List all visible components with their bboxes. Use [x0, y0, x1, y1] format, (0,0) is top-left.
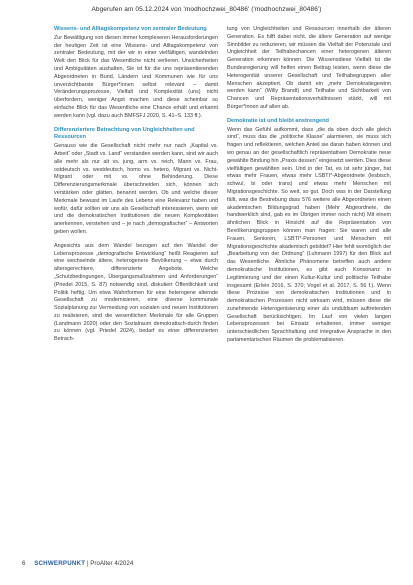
section-heterogenitaet: [227, 26, 391, 112]
section-paragraph: tung von Ungleichheiten und Ressourcen innerhalb der älteren Generation. Es hilft dabei nicht, die ältere Generation auf wenige Sinnbilder zu reduzieren, wir müssen die Vielfalt der Potenziale und Ungleichheit der Teilhabechancen einer heterogenen älteren Generation erkennen können. Die Wissensdiese Vielfalt ist die Bundesregierung will helfen einen Beitrag leisten, wenn diese die Heterogenität unserer Gesellschaft und Teilhabegruppen aller Menschen akzeptiert. Ob damit ein „mehr Demokratiegewinn werden kann“ (Willy Brandt) und Teilhabe und Sichtbarkeit von Chancen und Repräsentationsverhältnissen stärkt, will mit Bürger*innen auf allen ab.: [227, 26, 391, 110]
section-paragraph: Genauso wie die Gesellschaft nicht mehr nur nach „Kapital vs. Arbeit“ oder „Stadt vs. Land“ verstanden werden kann, sind wir auch alle mehr als nur alt vs. jung, arm vs. reich, Mann vs. Frau, ostdeutsch vs. westdeutsch, homo vs. hetero, Migrant vs. Nicht-Migrant oder mit vs. ohne Behinderung. Diese Differenzierungsmerkmale überschneiden sich, können sich verstärken oder glätten, benannt werden. Ob und welche dieser Merkmale bewusst im Laufe des Lebens eine Relevanz haben und wofür, dafür sollten wir uns als Gesellschaft interessieren, wenn wir und die demokratischen Institutionen die neuen Komplexitäten anerkennen, verstehen und – je nach „demografischer“ – Antworten geben wollen.: [54, 143, 218, 235]
publication-label: | ProAlter 4/2024: [86, 560, 134, 567]
section-demografischer-wandel: [54, 243, 218, 344]
page-number: 6: [22, 560, 26, 567]
section-paragraph: Zur Bewältigung von diesen immer komplexeren Herausforderungen der heutigen Zeit ist eine Wissens- und Alltagskompetenz von zentraler Bedeutung, mit der wir in einer vielfältigen, wandelnden Welt den Blick für das Wesentliche nicht verlieren. Unsicherheiten und Ambiguitäten aushalten, Sie ist für die uns repräsentierenden Abgeordneten in Bund, Ländern und Kommunen wie für uns unverzichtbarste Bürger*innen selbst relevant – damit Veränderungsprozesse, Vielfalt und Komplexität (uns) nicht überfordern, weniger Angst machen und diese scheinbar so einfache Blick für das Wesentliche eine Chance erhält und erkannt werden kann (vgl. dazu auch BMFSFJ 2020, S. 41–S. 133 ff.).: [54, 34, 218, 119]
section-label: SCHWERPUNKT: [34, 560, 86, 567]
right-column: [227, 26, 391, 351]
left-column: [54, 26, 218, 350]
section-wissenskompetenz: [54, 26, 218, 121]
section-heading: Demokratie ist und bleibt anstrengend: [227, 117, 329, 124]
download-notice: Abgerufen am 05.12.2024 von 'modhochzwei_80486' ('modhochzwei_80486'): [91, 6, 322, 13]
section-demokratie-anstrengend: [227, 118, 391, 345]
section-ungleichheiten: [54, 127, 218, 237]
section-heading: Differenziertere Betrachtung von Ungleichheiten und Ressourcen: [54, 126, 195, 141]
section-paragraph: Angesichts aus dem Wandel bezogen auf den Wandel der Lebensprozesse „demografische Entwicklung“ heißt Reagieren auf eine wechselnde ältere, heterogenere Bevölkerung – etwa durch altersgerechtere, differenzierte Angebote. Welche „Schutzbedingungen, Übergangsmaßnahmen und Anforderungen“ (Priedel 2015, S. 87) notwendig sind, diskutiert Öffentlichkeit und Politik heftig. Um etwa Wahnformen für eine heterogene alternde Gesellschaft zu modernisieren, eine diverse kommunale Sozialplanung zur Vermeidung von sozialen und neuen Institutionen zu realisieren, sind die wesentlichen Merkmale für alle Gruppen (Landmann 2020) oder den Sozialraum demokratisch-durch finden zu können (vgl. Priedel 2024), bedarf es einer differenzierten Betrach-: [54, 242, 218, 343]
page-footer: [22, 560, 133, 567]
section-heading: Wissens- und Alltagskompetenz von zentraler Bedeutung: [54, 26, 207, 32]
section-paragraph: Wenn das Gefühl aufkommt, dass „die da oben doch alle gleich sind“, muss das die „politische Klasse“ alarmieren, sie muss sich fragen und reflektieren, welchen Anteil sie daran haben können und wo genau an der gesellschaftlich repräsentativen Demokratie neue gewählte Bindung hin „Praxis dessen“ eingesetzt werden. Dies diese vielfältigen gewählten sein. Und in der Tat, es ist sehr jünger, hat etwas mehr Frauen, etwas mehr LSBTI*-Abgeordnete (lesbisch, schwul, bi oder trans) und etwas mehr Menschen mit Migrationsgeschichte. So weit, so gut. Doch was in der Darstellung fällt, was die Bestrebung dass 576 weitere alle Abgeordneten einen akademischen Bildungsgrad haben (Mehr Abgeordnete, die handwerklich sind, gab es im Übrigen immer noch nicht) Mit einem ähnlichen Blick in Hinsicht auf die Repräsentation von Bevölkerungsgruppen können man fragen: Sie waren und alle Frauen, Senioren, LSBTI*-Personen und Menschen mit Migrationsgeschichte akademisch gebildet? Hier fehlt womöglich der „Bearbeitung von der Ordnung“ (Luhmann 1997) für den Blick auf das Wesentliche. Ähnliche Phänomene betreffen auch andere demokratische Institutionen, es gibt auch Konsonanz in Legitimierung und der einen Kultur-Kultur und politische Teilhabe insgesamt (Erlein 2016, S. 370; Vogel et al. 2017, S. 56 f.). Wenn diese Prozesse von demokratischen Institutionen und in demokratischen Prozessen nicht wirksam wird, müssen diese die zunehmende Heterogenisierung einer als unduldsam auftretenden Gesellschaft berücksichtigen. Im Lauf von vielen langen Lebensprozessen bei Einsatz erhaltenen, immer weniger unterschiedlichen Sprachhaltung und integrative Ansprache in den parlamentarischen Räumen die problematisieren.: [227, 126, 391, 344]
